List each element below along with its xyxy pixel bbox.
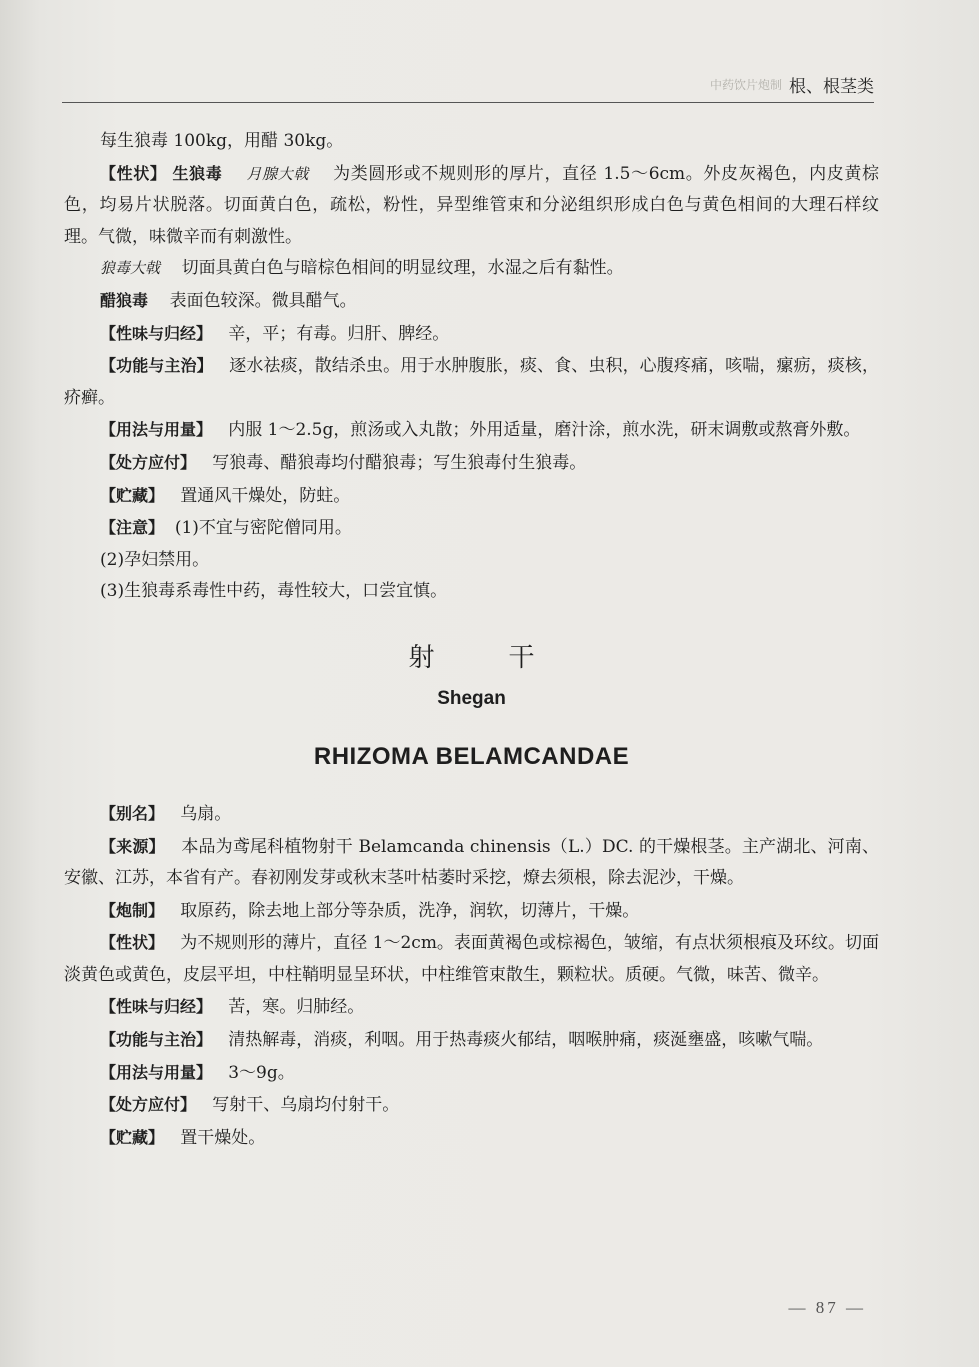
label-paozhi: 【炮制】 (100, 900, 165, 920)
text-entry-gongneng: 清热解毒，消痰，利咽。用于热毒痰火郁结，咽喉肿痛，痰涎壅盛，咳嗽气喘。 (228, 1030, 824, 1051)
subhead-cu-langdu: 醋狼毒 (100, 290, 149, 310)
label-entry-yongfa: 【用法与用量】 (100, 1062, 213, 1082)
label-entry-xingwei: 【性味与归经】 (100, 997, 213, 1017)
paragraph-zhucang (64, 480, 879, 513)
text-xingwei: 辛，平；有毒。归肝、脾经。 (228, 323, 450, 344)
label-xingwei: 【性味与归经】 (100, 323, 213, 343)
paragraph-paozhi (64, 895, 879, 928)
text-entry-zhucang: 置干燥处。 (180, 1127, 266, 1148)
label-xingzhuang: 【性状】 (100, 163, 167, 183)
entry-title-latin: RHIZOMA BELAMCANDAE (313, 742, 630, 770)
text-entry-xingwei: 苦，寒。归肺经。 (228, 997, 365, 1018)
paragraph-entry-chufang (64, 1089, 879, 1122)
label-entry-zhucang: 【贮藏】 (100, 1127, 165, 1147)
header-faint-text: 中药饮片炮制 (709, 78, 782, 92)
paragraph-xingzhuang (64, 158, 879, 254)
subhead-sheng-langdu: 生狼毒 (172, 163, 223, 183)
text-entry-chufang: 写射干、乌扇均付射干。 (212, 1095, 400, 1116)
page-body (64, 126, 879, 1154)
subhead-langdu-daji: 狼毒大戟 (100, 259, 161, 278)
page-number: — 87 — (788, 1298, 866, 1317)
running-header (62, 66, 874, 103)
text-chufang: 写狼毒、醋狼毒均付醋狼毒；写生狼毒付生狼毒。 (212, 452, 587, 473)
paragraph-bieming (64, 798, 879, 831)
label-zhucang: 【贮藏】 (100, 485, 165, 505)
label-zhuyi: 【注意】 (100, 518, 165, 538)
text-bieming: 乌扇。 (180, 803, 232, 824)
subhead-yuexian-daji: 月腺大戟 (246, 164, 309, 183)
label-entry-gongneng: 【功能与主治】 (100, 1030, 213, 1050)
paragraph-chufang (64, 447, 879, 480)
entry-title-chinese: 射干 (408, 642, 609, 673)
label-entry-chufang: 【处方应付】 (100, 1095, 197, 1115)
paragraph-cu-langdu (64, 285, 879, 318)
label-laiyuan: 【来源】 (100, 836, 165, 856)
text-laiyuan: 本品为鸢尾科植物射干 Belamcanda chinensis（L.）DC. 的干燥根茎。主产湖北、河南、安徽、江苏，本省有产。春初刚发芽或秋末茎叶枯萎时采挖，燎去须根，除去泥沙，干燥。 (64, 836, 879, 889)
text-entry-xingzhuang: 为不规则形的薄片，直径 1～2cm。表面黄褐色或棕褐色，皱缩，有点状须根痕及环纹。切面淡黄色或黄色，皮层平坦，中柱鞘明显呈环状，中柱维管束散生，颗粒状。质硬。气微，味苦、微辛。 (64, 933, 879, 985)
paragraph-laiyuan (64, 831, 879, 895)
paragraph-langdu-daji (64, 253, 879, 285)
paragraph-yongfa (64, 414, 879, 447)
label-bieming: 【别名】 (100, 803, 165, 823)
text-langdu-daji: 切面具黄白色与暗棕色相间的明显纹理，水湿之后有黏性。 (181, 258, 624, 279)
paragraph-processing-ratio: 每生狼毒 100kg，用醋 30kg。 (100, 131, 344, 151)
paragraph-zhuyi-3: (3)生狼毒系毒性中药，毒性较大，口尝宜慎。 (100, 581, 448, 602)
paragraph-entry-gongneng (64, 1024, 879, 1057)
entry-title-pinyin: Shegan (437, 687, 506, 709)
paragraph-entry-xingzhuang (64, 927, 879, 991)
paragraph-entry-xingwei (64, 991, 879, 1024)
text-zhuyi-1: (1)不宜与密陀僧同用。 (174, 518, 352, 539)
header-section-title: 根、根茎类 (789, 77, 874, 97)
label-yongfa: 【用法与用量】 (100, 420, 213, 440)
paragraph-zhuyi-2: (2)孕妇禁用。 (100, 549, 210, 570)
text-zhucang: 置通风干燥处，防蛀。 (180, 485, 351, 506)
label-gongneng: 【功能与主治】 (100, 356, 213, 376)
text-xingzhuang: 为类圆形或不规则形的厚片，直径 1.5～6cm。外皮灰褐色，内皮黄棕色，均易片状脱落。切面黄白色，疏松，粉性，异型维管束和分泌组织形成白色与黄色相间的大理石样纹理。气微，味微辛而有刺激性。 (64, 163, 879, 247)
paragraph-gongneng (64, 350, 879, 414)
text-yongfa: 内服 1～2.5g，煎汤或入丸散；外用适量，磨汁涂，煎水洗，研末调敷或熬膏外敷。 (228, 420, 861, 441)
paragraph-xingwei (64, 318, 879, 351)
text-paozhi: 取原药，除去地上部分等杂质，洗净，润软，切薄片，干燥。 (180, 900, 640, 921)
text-cu-langdu: 表面色较深。微具醋气。 (169, 290, 357, 311)
paragraph-entry-zhucang (64, 1122, 879, 1155)
label-entry-xingzhuang: 【性状】 (100, 933, 165, 953)
text-gongneng: 逐水祛痰，散结杀虫。用于水肿腹胀，痰、食、虫积，心腹疼痛，咳喘，瘰疬，痰核，疥癣。 (64, 356, 879, 408)
paragraph-entry-yongfa (64, 1057, 879, 1090)
paragraph-zhuyi (64, 512, 879, 545)
label-chufang: 【处方应付】 (100, 452, 197, 472)
text-entry-yongfa: 3～9g。 (228, 1062, 295, 1083)
